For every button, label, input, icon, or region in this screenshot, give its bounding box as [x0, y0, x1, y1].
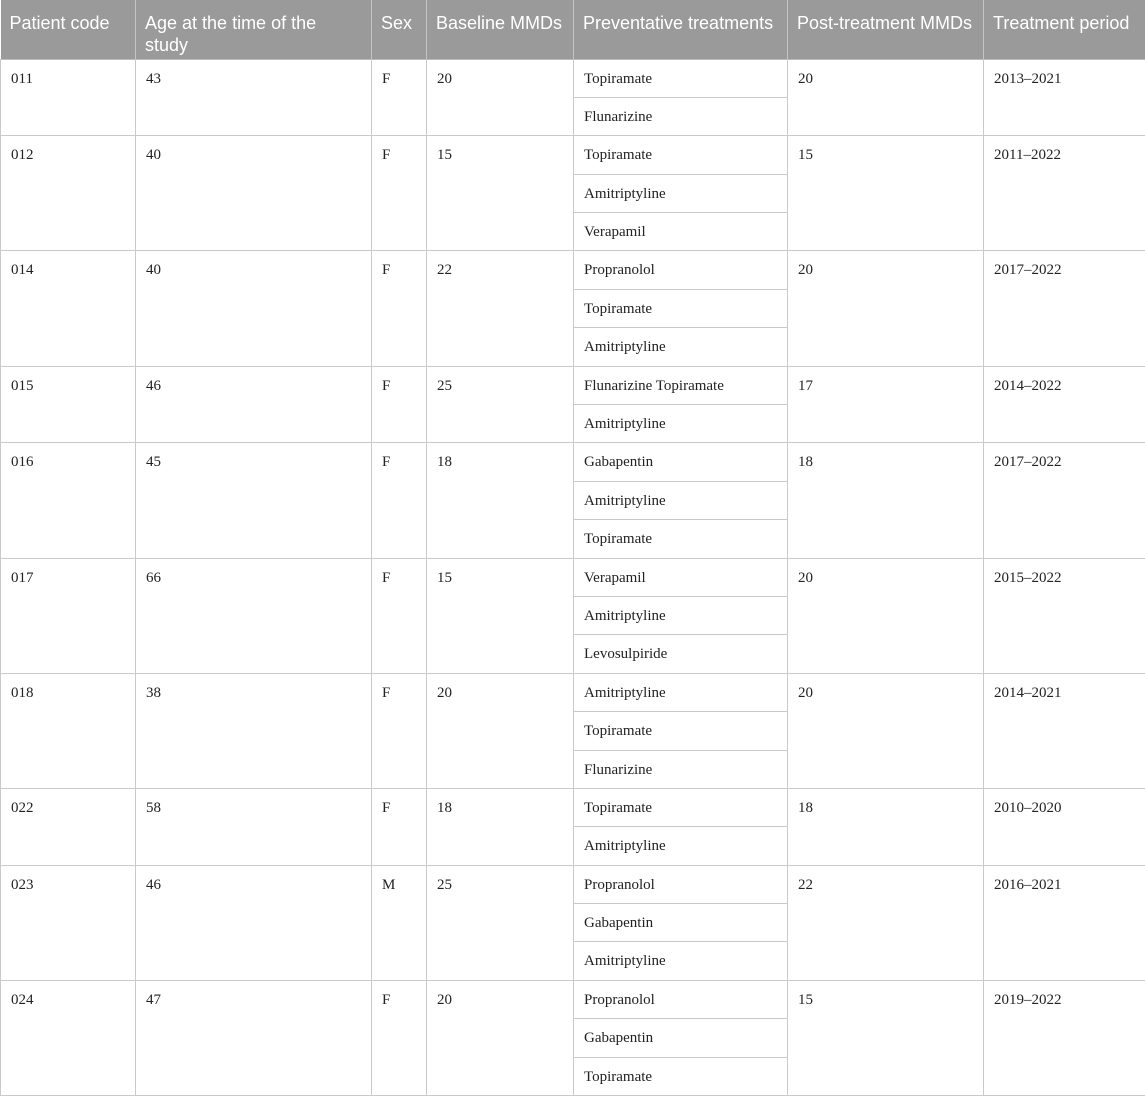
age-cell: 43 [136, 59, 372, 136]
treatment-cell: Topiramate [574, 289, 788, 327]
post-treatment-mmds-cell: 22 [788, 865, 984, 980]
header-age: Age at the time of the study [136, 0, 372, 59]
treatment-cell: Gabapentin [574, 1019, 788, 1057]
post-treatment-mmds-cell: 18 [788, 443, 984, 558]
header-treatment-period: Treatment period [984, 0, 1145, 59]
treatment-period-cell: 2019–2022 [984, 980, 1145, 1095]
treatment-cell: Amitriptyline [574, 174, 788, 212]
treatment-cell: Amitriptyline [574, 596, 788, 634]
baseline-mmds-cell: 18 [427, 443, 574, 558]
treatment-cell: Topiramate [574, 59, 788, 97]
patient-code-cell: 015 [1, 366, 136, 443]
age-cell: 45 [136, 443, 372, 558]
table-row [1, 251, 1145, 289]
baseline-mmds-cell: 25 [427, 865, 574, 980]
table-row [1, 865, 1145, 903]
table-row [1, 673, 1145, 711]
treatment-cell: Amitriptyline [574, 673, 788, 711]
table-row [1, 443, 1145, 481]
treatment-cell: Topiramate [574, 788, 788, 826]
table-row [1, 366, 1145, 404]
treatment-cell: Propranolol [574, 865, 788, 903]
header-preventative-treatments: Preventative treatments [574, 0, 788, 59]
treatment-cell: Topiramate [574, 712, 788, 750]
treatment-cell: Verapamil [574, 213, 788, 251]
post-treatment-mmds-cell: 18 [788, 788, 984, 865]
treatment-period-cell: 2014–2022 [984, 366, 1145, 443]
patient-code-cell: 022 [1, 788, 136, 865]
age-cell: 47 [136, 980, 372, 1095]
sex-cell: F [372, 980, 427, 1095]
header-row [1, 0, 1145, 59]
treatment-cell: Amitriptyline [574, 481, 788, 519]
sex-cell: F [372, 673, 427, 788]
treatment-cell: Levosulpiride [574, 635, 788, 673]
baseline-mmds-cell: 15 [427, 558, 574, 673]
sex-cell: F [372, 443, 427, 558]
treatment-cell: Amitriptyline [574, 942, 788, 980]
table-body [1, 59, 1145, 1096]
treatment-cell: Amitriptyline [574, 827, 788, 865]
baseline-mmds-cell: 20 [427, 673, 574, 788]
patient-code-cell: 016 [1, 443, 136, 558]
post-treatment-mmds-cell: 15 [788, 980, 984, 1095]
header-baseline-mmds: Baseline MMDs [427, 0, 574, 59]
post-treatment-mmds-cell: 15 [788, 136, 984, 251]
table-row [1, 558, 1145, 596]
table-header [1, 0, 1145, 59]
table-row [1, 788, 1145, 826]
treatment-period-cell: 2014–2021 [984, 673, 1145, 788]
age-cell: 38 [136, 673, 372, 788]
table-row [1, 136, 1145, 174]
patient-code-cell: 017 [1, 558, 136, 673]
patient-code-cell: 012 [1, 136, 136, 251]
sex-cell: F [372, 366, 427, 443]
patient-code-cell: 018 [1, 673, 136, 788]
patient-code-cell: 011 [1, 59, 136, 136]
header-patient-code: Patient code [1, 0, 136, 59]
age-cell: 40 [136, 251, 372, 366]
treatment-cell: Topiramate [574, 520, 788, 558]
sex-cell: F [372, 558, 427, 673]
patient-code-cell: 014 [1, 251, 136, 366]
treatment-period-cell: 2017–2022 [984, 443, 1145, 558]
baseline-mmds-cell: 18 [427, 788, 574, 865]
baseline-mmds-cell: 15 [427, 136, 574, 251]
table-row [1, 59, 1145, 97]
age-cell: 66 [136, 558, 372, 673]
baseline-mmds-cell: 20 [427, 59, 574, 136]
sex-cell: F [372, 59, 427, 136]
treatment-cell: Flunarizine [574, 750, 788, 788]
post-treatment-mmds-cell: 20 [788, 558, 984, 673]
baseline-mmds-cell: 22 [427, 251, 574, 366]
treatment-cell: Gabapentin [574, 904, 788, 942]
treatment-cell: Propranolol [574, 251, 788, 289]
patient-code-cell: 024 [1, 980, 136, 1095]
baseline-mmds-cell: 25 [427, 366, 574, 443]
treatment-period-cell: 2016–2021 [984, 865, 1145, 980]
treatment-cell: Topiramate [574, 1057, 788, 1095]
age-cell: 40 [136, 136, 372, 251]
sex-cell: F [372, 251, 427, 366]
post-treatment-mmds-cell: 17 [788, 366, 984, 443]
baseline-mmds-cell: 20 [427, 980, 574, 1095]
treatment-period-cell: 2013–2021 [984, 59, 1145, 136]
treatment-cell: Propranolol [574, 980, 788, 1018]
patient-code-cell: 023 [1, 865, 136, 980]
sex-cell: M [372, 865, 427, 980]
age-cell: 46 [136, 865, 372, 980]
treatment-cell: Amitriptyline [574, 405, 788, 443]
header-sex: Sex [372, 0, 427, 59]
header-post-treatment-mmds: Post-treatment MMDs [788, 0, 984, 59]
age-cell: 46 [136, 366, 372, 443]
treatment-cell: Amitriptyline [574, 328, 788, 366]
sex-cell: F [372, 788, 427, 865]
treatment-cell: Verapamil [574, 558, 788, 596]
treatment-period-cell: 2015–2022 [984, 558, 1145, 673]
treatment-cell: Gabapentin [574, 443, 788, 481]
treatment-cell: Flunarizine [574, 97, 788, 135]
post-treatment-mmds-cell: 20 [788, 673, 984, 788]
treatment-cell: Topiramate [574, 136, 788, 174]
treatment-period-cell: 2011–2022 [984, 136, 1145, 251]
treatment-period-cell: 2017–2022 [984, 251, 1145, 366]
treatment-period-cell: 2010–2020 [984, 788, 1145, 865]
post-treatment-mmds-cell: 20 [788, 251, 984, 366]
treatment-cell: Flunarizine Topiramate [574, 366, 788, 404]
age-cell: 58 [136, 788, 372, 865]
post-treatment-mmds-cell: 20 [788, 59, 984, 136]
sex-cell: F [372, 136, 427, 251]
table-row [1, 980, 1145, 1018]
